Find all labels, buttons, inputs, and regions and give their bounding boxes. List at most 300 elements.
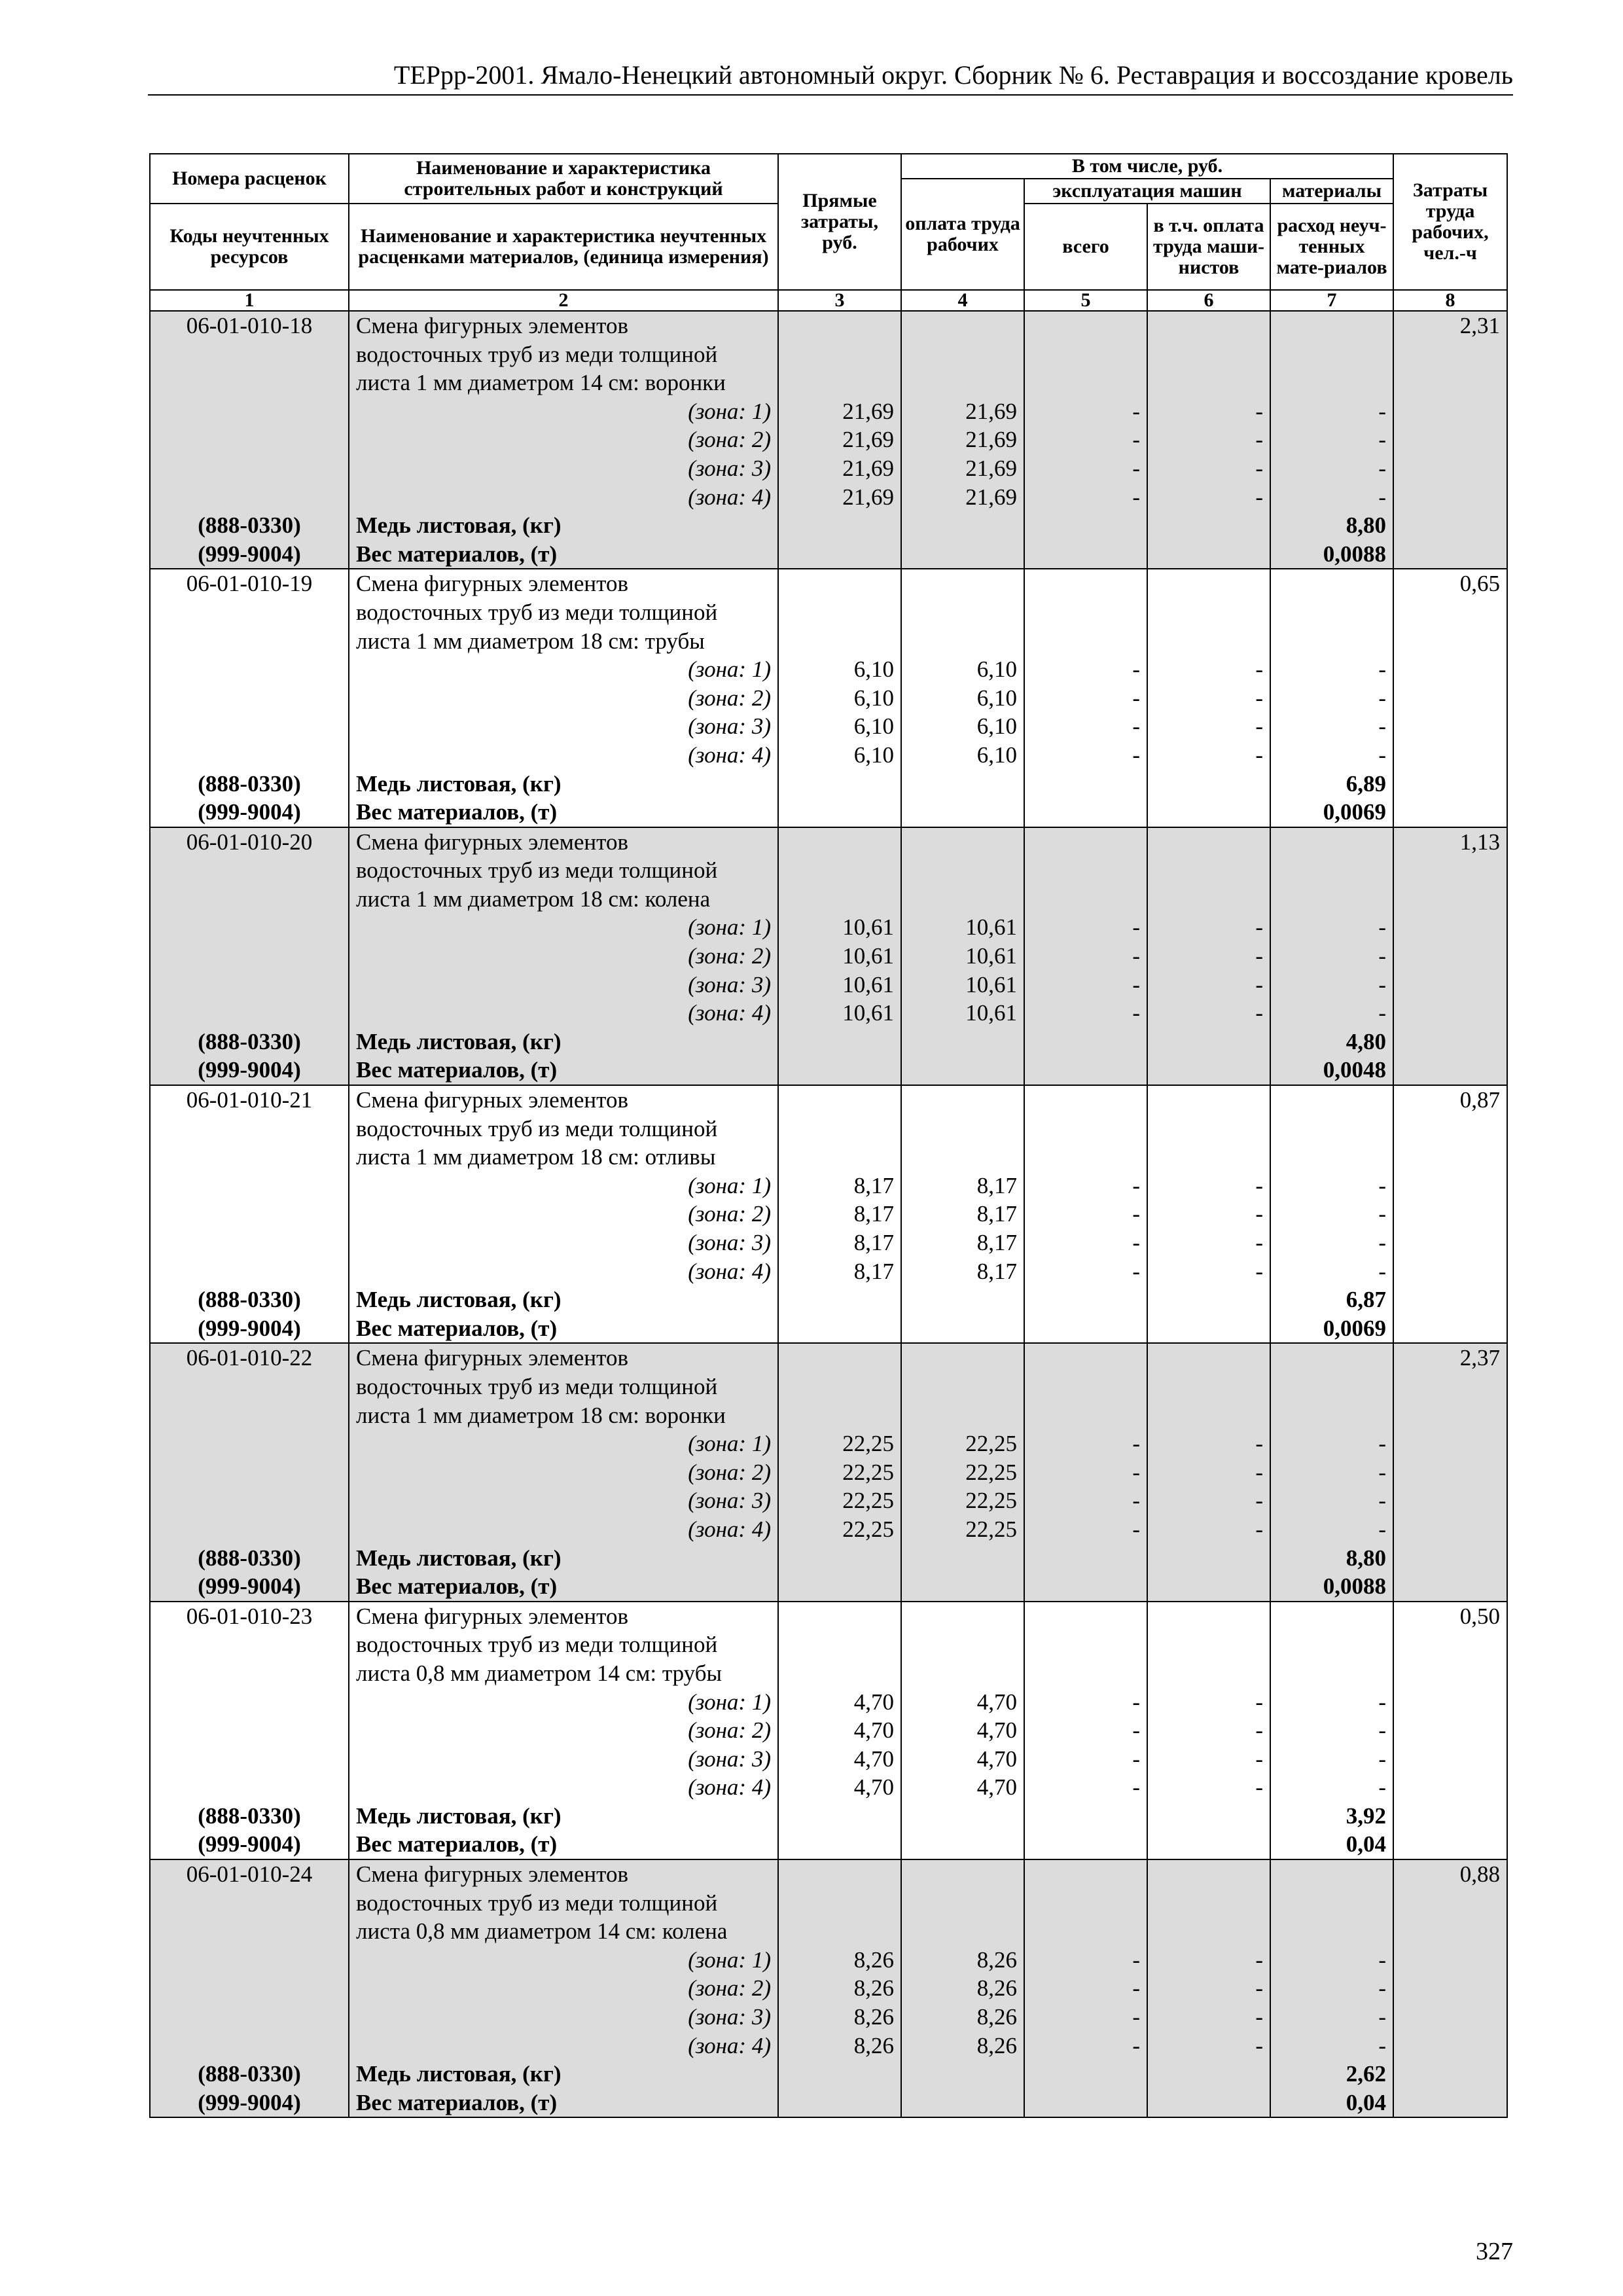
zone-row bbox=[150, 684, 1507, 713]
empty-cell bbox=[778, 2060, 901, 2089]
empty-cell bbox=[901, 1630, 1024, 1659]
zone-label: (зона: 3) bbox=[349, 2003, 778, 2032]
machinist-wage: - bbox=[1147, 999, 1270, 1028]
zone-label: (зона: 1) bbox=[349, 1688, 778, 1717]
empty-cell bbox=[901, 1143, 1024, 1172]
material-row bbox=[150, 2060, 1507, 2089]
labor-cost bbox=[1393, 1143, 1507, 1172]
direct-cost: 10,61 bbox=[778, 971, 901, 999]
materials-cost: - bbox=[1270, 942, 1393, 971]
empty-cell bbox=[1024, 1572, 1147, 1602]
running-header: ТЕРрр-2001. Ямало-Ненецкий автономный округ. Сборник № 6. Реставрация и воссоздание кровель bbox=[148, 58, 1513, 96]
zone-label: (зона: 3) bbox=[349, 1229, 778, 1257]
empty-cell bbox=[1147, 1572, 1270, 1602]
zone-label: (зона: 4) bbox=[349, 2032, 778, 2060]
direct-cost: 6,10 bbox=[778, 712, 901, 741]
labor-cost: 1,13 bbox=[1393, 827, 1507, 857]
empty-cell bbox=[778, 1085, 901, 1115]
empty-cell bbox=[1147, 1143, 1270, 1172]
empty-cell bbox=[1024, 1802, 1147, 1831]
zone-row bbox=[150, 1946, 1507, 1975]
empty-cell bbox=[1393, 1458, 1507, 1487]
machines-total: - bbox=[1024, 1716, 1147, 1745]
empty-cell bbox=[778, 1544, 901, 1573]
material-name: Вес материалов, (т) bbox=[349, 798, 778, 827]
table-row bbox=[150, 1859, 1507, 1889]
zone-row bbox=[150, 454, 1507, 483]
empty-cell bbox=[1393, 1429, 1507, 1458]
machinist-wage: - bbox=[1147, 1257, 1270, 1286]
resource-code: (888-0330) bbox=[150, 1028, 349, 1056]
empty-cell bbox=[778, 2089, 901, 2118]
table-row bbox=[150, 1917, 1507, 1946]
wage-cost: 21,69 bbox=[901, 425, 1024, 454]
empty-cell bbox=[901, 1544, 1024, 1573]
empty-cell bbox=[1147, 311, 1270, 340]
work-description: Смена фигурных элементов bbox=[349, 827, 778, 857]
empty-cell bbox=[901, 511, 1024, 540]
empty-cell bbox=[150, 425, 349, 454]
empty-cell bbox=[1024, 798, 1147, 827]
zone-row bbox=[150, 483, 1507, 512]
wage-cost: 10,61 bbox=[901, 913, 1024, 942]
material-name: Вес материалов, (т) bbox=[349, 1056, 778, 1085]
empty-cell bbox=[1024, 1028, 1147, 1056]
empty-cell bbox=[778, 627, 901, 656]
empty-cell bbox=[1024, 1630, 1147, 1659]
zone-row bbox=[150, 1515, 1507, 1544]
empty-cell bbox=[1270, 827, 1393, 857]
empty-cell bbox=[778, 1028, 901, 1056]
empty-cell bbox=[901, 598, 1024, 627]
empty-cell bbox=[1024, 1544, 1147, 1573]
material-row bbox=[150, 1285, 1507, 1314]
direct-cost: 10,61 bbox=[778, 942, 901, 971]
empty-cell bbox=[150, 655, 349, 684]
rate-code bbox=[150, 1143, 349, 1172]
zone-row bbox=[150, 2032, 1507, 2060]
empty-cell bbox=[778, 1802, 901, 1831]
materials-cost: - bbox=[1270, 1773, 1393, 1802]
empty-cell bbox=[1393, 2089, 1507, 2118]
wage-cost: 6,10 bbox=[901, 741, 1024, 770]
zone-row bbox=[150, 1458, 1507, 1487]
empty-cell bbox=[1024, 540, 1147, 569]
resource-code: (999-9004) bbox=[150, 1056, 349, 1085]
empty-cell bbox=[1147, 340, 1270, 369]
machines-total: - bbox=[1024, 1257, 1147, 1286]
empty-cell bbox=[1024, 1285, 1147, 1314]
material-name: Медь листовая, (кг) bbox=[349, 2060, 778, 2089]
direct-cost: 6,10 bbox=[778, 741, 901, 770]
table-row bbox=[150, 569, 1507, 598]
empty-cell bbox=[778, 885, 901, 914]
empty-cell bbox=[1147, 569, 1270, 598]
work-description: листа 0,8 мм диаметром 14 см: колена bbox=[349, 1917, 778, 1946]
resource-code: (999-9004) bbox=[150, 2089, 349, 2118]
zone-row bbox=[150, 1716, 1507, 1745]
zone-label: (зона: 3) bbox=[349, 454, 778, 483]
material-name: Вес материалов, (т) bbox=[349, 2089, 778, 2118]
wage-cost: 4,70 bbox=[901, 1716, 1024, 1745]
empty-cell bbox=[778, 1343, 901, 1372]
wage-cost: 8,26 bbox=[901, 1946, 1024, 1975]
table-row bbox=[150, 1372, 1507, 1401]
table-row bbox=[150, 1630, 1507, 1659]
material-qty: 0,0048 bbox=[1270, 1056, 1393, 1085]
empty-cell bbox=[1147, 627, 1270, 656]
col4-header: оплата труда рабочих bbox=[901, 179, 1024, 290]
empty-cell bbox=[1147, 1343, 1270, 1372]
machinist-wage: - bbox=[1147, 1745, 1270, 1774]
rate-code bbox=[150, 1889, 349, 1918]
wage-cost: 21,69 bbox=[901, 483, 1024, 512]
direct-cost: 10,61 bbox=[778, 999, 901, 1028]
zone-label: (зона: 4) bbox=[349, 1773, 778, 1802]
col-number: 4 bbox=[901, 290, 1024, 311]
material-row bbox=[150, 1056, 1507, 1085]
table-row bbox=[150, 1115, 1507, 1143]
empty-cell bbox=[1024, 1314, 1147, 1344]
machinist-wage: - bbox=[1147, 454, 1270, 483]
table-row bbox=[150, 1085, 1507, 1115]
col-number: 6 bbox=[1147, 290, 1270, 311]
labor-cost: 0,87 bbox=[1393, 1085, 1507, 1115]
empty-cell bbox=[1147, 1056, 1270, 1085]
work-description: листа 1 мм диаметром 18 см: колена bbox=[349, 885, 778, 914]
work-description: Смена фигурных элементов bbox=[349, 1085, 778, 1115]
rate-code bbox=[150, 1401, 349, 1430]
wage-cost: 8,17 bbox=[901, 1229, 1024, 1257]
empty-cell bbox=[901, 1830, 1024, 1859]
material-row bbox=[150, 1544, 1507, 1573]
materials-cost: - bbox=[1270, 1200, 1393, 1229]
machinist-wage: - bbox=[1147, 1429, 1270, 1458]
empty-cell bbox=[1147, 885, 1270, 914]
rate-code bbox=[150, 885, 349, 914]
labor-cost bbox=[1393, 1889, 1507, 1918]
empty-cell bbox=[901, 798, 1024, 827]
empty-cell bbox=[1024, 340, 1147, 369]
work-description: листа 0,8 мм диаметром 14 см: трубы bbox=[349, 1659, 778, 1688]
empty-cell bbox=[1147, 856, 1270, 885]
work-description: водосточных труб из меди толщиной bbox=[349, 1630, 778, 1659]
material-qty: 0,0088 bbox=[1270, 1572, 1393, 1602]
empty-cell bbox=[1024, 827, 1147, 857]
zone-label: (зона: 1) bbox=[349, 1946, 778, 1975]
materials-cost: - bbox=[1270, 684, 1393, 713]
material-row bbox=[150, 798, 1507, 827]
empty-cell bbox=[1393, 540, 1507, 569]
direct-cost: 8,26 bbox=[778, 1974, 901, 2003]
empty-cell bbox=[150, 1688, 349, 1717]
machinist-wage: - bbox=[1147, 2003, 1270, 2032]
empty-cell bbox=[1393, 511, 1507, 540]
empty-cell bbox=[1393, 1716, 1507, 1745]
empty-cell bbox=[901, 1802, 1024, 1831]
empty-cell bbox=[778, 540, 901, 569]
machines-total: - bbox=[1024, 397, 1147, 426]
machines-header: эксплуатация машин bbox=[1024, 179, 1270, 204]
wage-cost: 4,70 bbox=[901, 1688, 1024, 1717]
empty-cell bbox=[1024, 1401, 1147, 1430]
empty-cell bbox=[1024, 1602, 1147, 1631]
empty-cell bbox=[150, 913, 349, 942]
zone-label: (зона: 4) bbox=[349, 483, 778, 512]
machines-total: - bbox=[1024, 1688, 1147, 1717]
empty-cell bbox=[1393, 684, 1507, 713]
rate-code: 06-01-010-23 bbox=[150, 1602, 349, 1631]
machinist-wage: - bbox=[1147, 1229, 1270, 1257]
resource-code: (888-0330) bbox=[150, 770, 349, 798]
empty-cell bbox=[1147, 798, 1270, 827]
empty-cell bbox=[901, 1314, 1024, 1344]
empty-cell bbox=[150, 1946, 349, 1975]
empty-cell bbox=[1270, 1143, 1393, 1172]
empty-cell bbox=[150, 712, 349, 741]
empty-cell bbox=[1024, 1859, 1147, 1889]
empty-cell bbox=[150, 971, 349, 999]
labor-cost bbox=[1393, 627, 1507, 656]
materials-cost: - bbox=[1270, 397, 1393, 426]
zone-row bbox=[150, 1974, 1507, 2003]
wage-cost: 8,26 bbox=[901, 2032, 1024, 2060]
rate-code bbox=[150, 1630, 349, 1659]
empty-cell bbox=[1393, 1285, 1507, 1314]
machines-total: - bbox=[1024, 1745, 1147, 1774]
resource-code: (888-0330) bbox=[150, 1544, 349, 1573]
zone-row bbox=[150, 1172, 1507, 1200]
material-name: Медь листовая, (кг) bbox=[349, 770, 778, 798]
zone-row bbox=[150, 712, 1507, 741]
empty-cell bbox=[1393, 798, 1507, 827]
rate-code: 06-01-010-18 bbox=[150, 311, 349, 340]
direct-cost: 21,69 bbox=[778, 397, 901, 426]
material-row bbox=[150, 511, 1507, 540]
empty-cell bbox=[1393, 1056, 1507, 1085]
empty-cell bbox=[1393, 1257, 1507, 1286]
materials-cost: - bbox=[1270, 999, 1393, 1028]
empty-cell bbox=[901, 340, 1024, 369]
empty-cell bbox=[1393, 2060, 1507, 2089]
empty-cell bbox=[778, 1630, 901, 1659]
empty-cell bbox=[1147, 1115, 1270, 1143]
material-row bbox=[150, 770, 1507, 798]
machinist-wage: - bbox=[1147, 684, 1270, 713]
machines-total: - bbox=[1024, 1458, 1147, 1487]
labor-cost bbox=[1393, 1659, 1507, 1688]
wage-cost: 22,25 bbox=[901, 1515, 1024, 1544]
empty-cell bbox=[778, 856, 901, 885]
resource-code: (999-9004) bbox=[150, 540, 349, 569]
zone-row bbox=[150, 1773, 1507, 1802]
empty-cell bbox=[901, 1917, 1024, 1946]
zone-row bbox=[150, 397, 1507, 426]
machinist-wage: - bbox=[1147, 397, 1270, 426]
material-qty: 4,80 bbox=[1270, 1028, 1393, 1056]
empty-cell bbox=[1024, 1343, 1147, 1372]
material-row bbox=[150, 1830, 1507, 1859]
empty-cell bbox=[1024, 511, 1147, 540]
empty-cell bbox=[901, 627, 1024, 656]
empty-cell bbox=[1147, 1314, 1270, 1344]
materials-cost: - bbox=[1270, 1257, 1393, 1286]
machines-total: - bbox=[1024, 913, 1147, 942]
materials-cost: - bbox=[1270, 2032, 1393, 2060]
empty-cell bbox=[1147, 1372, 1270, 1401]
empty-cell bbox=[1393, 1688, 1507, 1717]
table-row bbox=[150, 827, 1507, 857]
empty-cell bbox=[1024, 598, 1147, 627]
empty-cell bbox=[778, 1572, 901, 1602]
empty-cell bbox=[778, 311, 901, 340]
empty-cell bbox=[1147, 598, 1270, 627]
empty-cell bbox=[778, 1401, 901, 1430]
empty-cell bbox=[1147, 827, 1270, 857]
empty-cell bbox=[901, 2060, 1024, 2089]
material-qty: 0,0088 bbox=[1270, 540, 1393, 569]
empty-cell bbox=[1024, 856, 1147, 885]
empty-cell bbox=[901, 885, 1024, 914]
labor-cost bbox=[1393, 1115, 1507, 1143]
table-row bbox=[150, 311, 1507, 340]
zone-label: (зона: 2) bbox=[349, 1200, 778, 1229]
materials-cost: - bbox=[1270, 1486, 1393, 1515]
empty-cell bbox=[1024, 311, 1147, 340]
machines-total: - bbox=[1024, 712, 1147, 741]
empty-cell bbox=[1393, 454, 1507, 483]
zone-row bbox=[150, 1200, 1507, 1229]
empty-cell bbox=[1393, 1486, 1507, 1515]
empty-cell bbox=[901, 540, 1024, 569]
resource-code: (999-9004) bbox=[150, 1572, 349, 1602]
empty-cell bbox=[1024, 1115, 1147, 1143]
direct-cost: 21,69 bbox=[778, 425, 901, 454]
materials-header: материалы bbox=[1270, 179, 1393, 204]
wage-cost: 6,10 bbox=[901, 712, 1024, 741]
direct-cost: 8,17 bbox=[778, 1257, 901, 1286]
empty-cell bbox=[150, 1745, 349, 1774]
machines-total: - bbox=[1024, 1429, 1147, 1458]
empty-cell bbox=[1393, 913, 1507, 942]
empty-cell bbox=[1393, 1544, 1507, 1573]
direct-cost: 22,25 bbox=[778, 1458, 901, 1487]
work-description: Смена фигурных элементов bbox=[349, 1343, 778, 1372]
machines-total: - bbox=[1024, 1515, 1147, 1544]
col8-header: Затраты труда рабочих, чел.-ч bbox=[1393, 154, 1507, 290]
labor-cost bbox=[1393, 368, 1507, 397]
machinist-wage: - bbox=[1147, 1688, 1270, 1717]
empty-cell bbox=[1393, 2003, 1507, 2032]
empty-cell bbox=[1147, 1889, 1270, 1918]
empty-cell bbox=[1270, 1343, 1393, 1372]
work-description: Смена фигурных элементов bbox=[349, 311, 778, 340]
empty-cell bbox=[1147, 1028, 1270, 1056]
empty-cell bbox=[1393, 397, 1507, 426]
materials-cost: - bbox=[1270, 712, 1393, 741]
direct-cost: 4,70 bbox=[778, 1688, 901, 1717]
direct-cost: 8,17 bbox=[778, 1200, 901, 1229]
work-description: Смена фигурных элементов bbox=[349, 569, 778, 598]
empty-cell bbox=[778, 770, 901, 798]
machinist-wage: - bbox=[1147, 1515, 1270, 1544]
machinist-wage: - bbox=[1147, 1773, 1270, 1802]
machinist-wage: - bbox=[1147, 942, 1270, 971]
empty-cell bbox=[901, 311, 1024, 340]
labor-cost bbox=[1393, 598, 1507, 627]
materials-cost: - bbox=[1270, 741, 1393, 770]
empty-cell bbox=[1393, 1802, 1507, 1831]
empty-cell bbox=[1147, 1802, 1270, 1831]
direct-cost: 4,70 bbox=[778, 1773, 901, 1802]
labor-cost bbox=[1393, 856, 1507, 885]
direct-cost: 8,26 bbox=[778, 2003, 901, 2032]
empty-cell bbox=[1393, 1200, 1507, 1229]
wage-cost: 8,17 bbox=[901, 1257, 1024, 1286]
empty-cell bbox=[901, 1889, 1024, 1918]
col1-bottom-header: Коды неучтенных ресурсов bbox=[150, 204, 349, 290]
materials-cost: - bbox=[1270, 425, 1393, 454]
material-row bbox=[150, 2089, 1507, 2118]
work-description: водосточных труб из меди толщиной bbox=[349, 1889, 778, 1918]
resource-code: (888-0330) bbox=[150, 2060, 349, 2089]
work-description: водосточных труб из меди толщиной bbox=[349, 598, 778, 627]
zone-row bbox=[150, 999, 1507, 1028]
rate-code: 06-01-010-20 bbox=[150, 827, 349, 857]
direct-cost: 8,26 bbox=[778, 2032, 901, 2060]
table-row bbox=[150, 1143, 1507, 1172]
col-number: 2 bbox=[349, 290, 778, 311]
empty-cell bbox=[778, 511, 901, 540]
empty-cell bbox=[1393, 770, 1507, 798]
materials-cost: - bbox=[1270, 1458, 1393, 1487]
col-number: 1 bbox=[150, 290, 349, 311]
empty-cell bbox=[1024, 1917, 1147, 1946]
zone-row bbox=[150, 1429, 1507, 1458]
empty-cell bbox=[901, 1343, 1024, 1372]
empty-cell bbox=[1147, 1401, 1270, 1430]
empty-cell bbox=[150, 1229, 349, 1257]
wage-cost: 8,26 bbox=[901, 1974, 1024, 2003]
table-row bbox=[150, 368, 1507, 397]
work-description: водосточных труб из меди толщиной bbox=[349, 1115, 778, 1143]
empty-cell bbox=[150, 1200, 349, 1229]
empty-cell bbox=[1393, 1229, 1507, 1257]
wage-cost: 8,17 bbox=[901, 1172, 1024, 1200]
resource-code: (999-9004) bbox=[150, 1830, 349, 1859]
empty-cell bbox=[1393, 425, 1507, 454]
table-body bbox=[150, 311, 1507, 2117]
direct-cost: 8,26 bbox=[778, 1946, 901, 1975]
machines-total: - bbox=[1024, 483, 1147, 512]
empty-cell bbox=[1270, 1372, 1393, 1401]
empty-cell bbox=[1393, 1830, 1507, 1859]
empty-cell bbox=[1147, 1285, 1270, 1314]
material-qty: 6,89 bbox=[1270, 770, 1393, 798]
empty-cell bbox=[1270, 569, 1393, 598]
rate-code: 06-01-010-19 bbox=[150, 569, 349, 598]
machinist-wage: - bbox=[1147, 1172, 1270, 1200]
zone-row bbox=[150, 913, 1507, 942]
empty-cell bbox=[1393, 741, 1507, 770]
material-name: Медь листовая, (кг) bbox=[349, 1802, 778, 1831]
zone-row bbox=[150, 741, 1507, 770]
materials-cost: - bbox=[1270, 483, 1393, 512]
rate-code bbox=[150, 598, 349, 627]
empty-cell bbox=[778, 1314, 901, 1344]
material-qty: 2,62 bbox=[1270, 2060, 1393, 2089]
machines-total: - bbox=[1024, 454, 1147, 483]
